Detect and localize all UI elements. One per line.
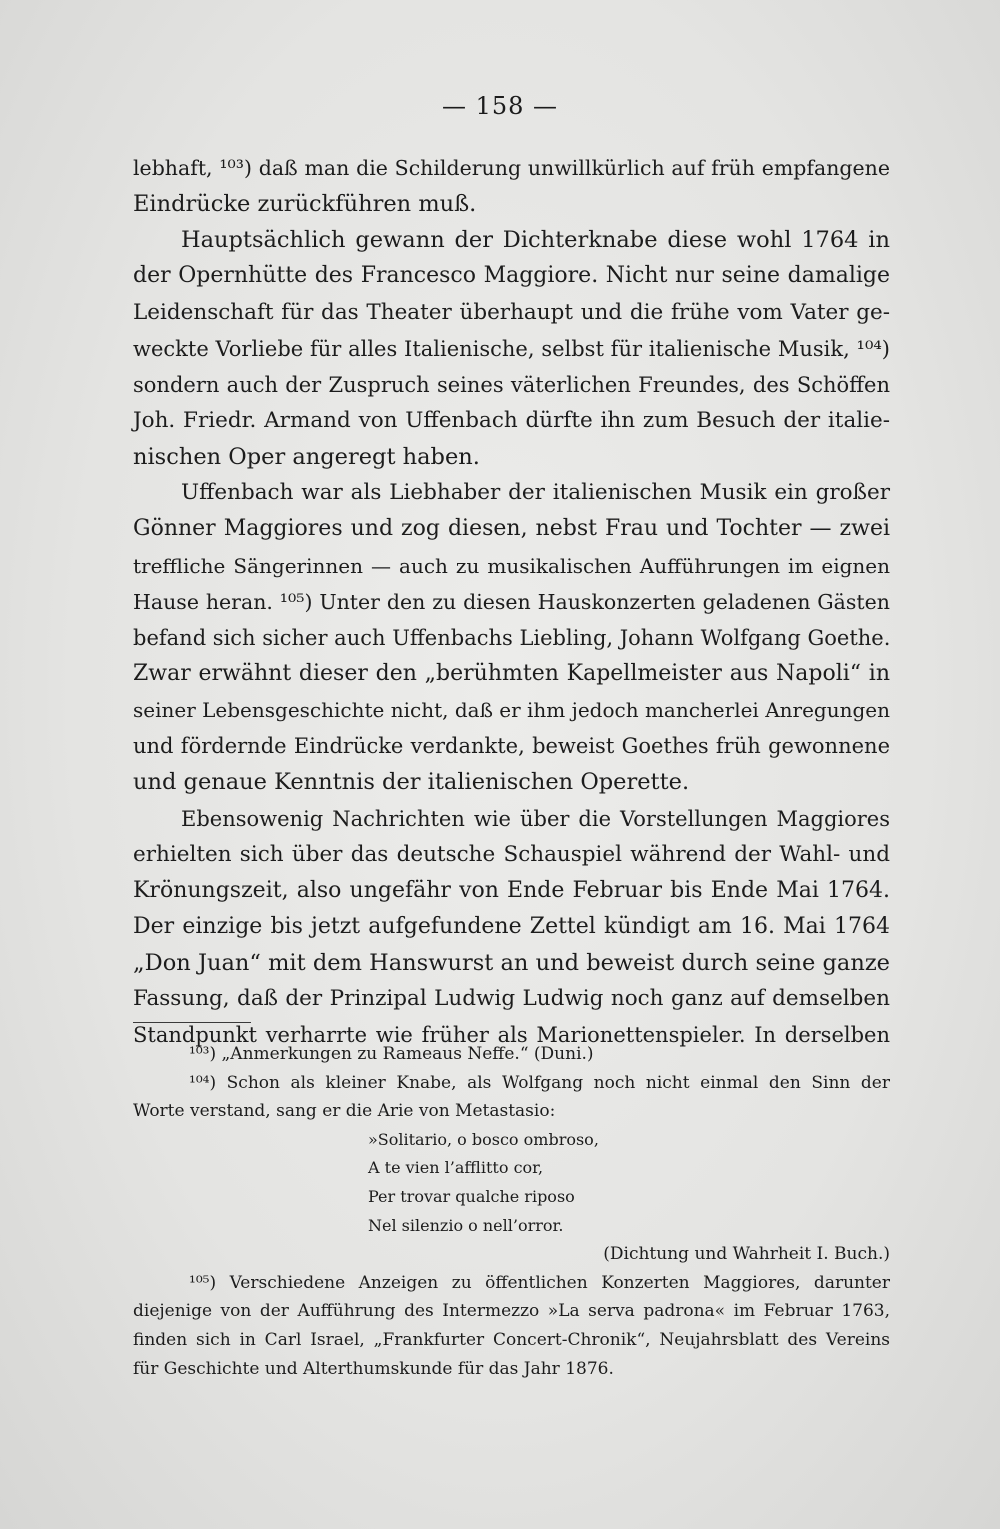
text-line: treffliche Sängerinnen — auch zu musikalischen Aufführungen im eignen — [133, 553, 890, 578]
text-line: Fassung, daß der Prinzipal Ludwig Ludwig noch ganz auf demselben — [133, 986, 890, 1012]
page-number: — 158 — — [441, 92, 559, 120]
body-text — [133, 150, 890, 1054]
footnote-line: finden sich in Carl Israel, „Frankfurter Concert-Chronik“, Neujahrsblatt des Vereins — [133, 1329, 890, 1350]
text-line: Zwar erwähnt dieser den „berühmten Kapellmeister aus Napoli“ in — [133, 660, 890, 686]
text-line: „Don Juan“ mit dem Hanswurst an und beweist durch seine ganze — [133, 950, 890, 977]
text-line: Krönungszeit, also ungefähr von Ende Februar bis Ende Mai 1764. — [133, 877, 890, 903]
text-line: der Opernhütte des Francesco Maggiore. Nicht nur seine damalige — [133, 263, 890, 289]
text-line: Leidenschaft für das Theater überhaupt und die frühe vom Vater ge- — [133, 299, 890, 325]
text-line: lebhaft, ¹⁰³) daß man die Schilderung unwillkürlich auf früh empfangene — [133, 156, 890, 180]
footnote-line: für Geschichte und Alterthumskunde für das Jahr 1876. — [133, 1358, 614, 1379]
footnote-line: ¹⁰⁴) Schon als kleiner Knabe, als Wolfgang noch nicht einmal den Sinn der — [189, 1072, 890, 1093]
text-line: Joh. Friedr. Armand von Uffenbach dürfte ihn zum Besuch der italie- — [133, 407, 890, 433]
text-line: Der einzige bis jetzt aufgefundene Zettel kündigt am 16. Mai 1764 — [133, 913, 890, 939]
verse-source: (Dichtung und Wahrheit I. Buch.) — [603, 1244, 890, 1265]
footnote-line: diejenige von der Aufführung des Intermezzo »La serva padrona« im Februar 1763, — [133, 1301, 890, 1322]
text-line: sondern auch der Zuspruch seines väterlichen Freundes, des Schöffen — [133, 372, 890, 397]
text-line: weckte Vorliebe für alles Italienische, selbst für italienische Musik, ¹⁰⁴) — [133, 336, 890, 361]
footnote-line: ¹⁰³) „Anmerkungen zu Rameaus Neffe.“ (Duni.) — [189, 1044, 594, 1064]
text-line: Hause heran. ¹⁰⁵) Unter den zu diesen Hauskonzerten geladenen Gästen — [133, 589, 890, 614]
footnote-rule — [133, 1022, 251, 1023]
text-line: Gönner Maggiores und zog diesen, nebst Frau und Tochter — zwei — [133, 516, 890, 542]
text-line: befand sich sicher auch Uffenbachs Liebling, Johann Wolfgang Goethe. — [133, 625, 891, 650]
text-line: nischen Oper angeregt haben. — [133, 444, 480, 471]
text-line: seiner Lebensgeschichte nicht, daß er ihm jedoch mancherlei Anregungen — [133, 698, 890, 723]
verse-line: A te vien l’afflitto cor, — [368, 1158, 544, 1178]
verse-line: »Solitario, o bosco ombroso, — [368, 1129, 599, 1149]
footnotes — [133, 1040, 890, 1383]
text-line: Uffenbach war als Liebhaber der italienischen Musik ein großer — [181, 480, 890, 506]
footnote-line: Worte verstand, sang er die Arie von Metastasio: — [133, 1101, 556, 1122]
text-line: erhielten sich über das deutsche Schauspiel während der Wahl- und — [133, 841, 890, 867]
text-line: und fördernde Eindrücke verdankte, beweist Goethes früh gewonnene — [133, 734, 890, 759]
text-line: Ebensowenig Nachrichten wie über die Vorstellungen Maggiores — [181, 806, 890, 831]
text-line: Standpunkt verharrte wie früher als Marionettenspieler. In derselben — [133, 1023, 890, 1048]
verse-line: Per trovar qualche riposo — [368, 1186, 575, 1206]
verse-line: Nel silenzio o nell’orror. — [368, 1215, 564, 1235]
footnote-line: ¹⁰⁵) Verschiedene Anzeigen zu öffentlichen Konzerten Maggiores, darunter — [189, 1272, 890, 1293]
text-line: Hauptsächlich gewann der Dichterknabe diese wohl 1764 in — [181, 227, 890, 254]
text-line: und genaue Kenntnis der italienischen Operette. — [133, 769, 690, 796]
text-line: Eindrücke zurückführen muß. — [133, 191, 477, 218]
